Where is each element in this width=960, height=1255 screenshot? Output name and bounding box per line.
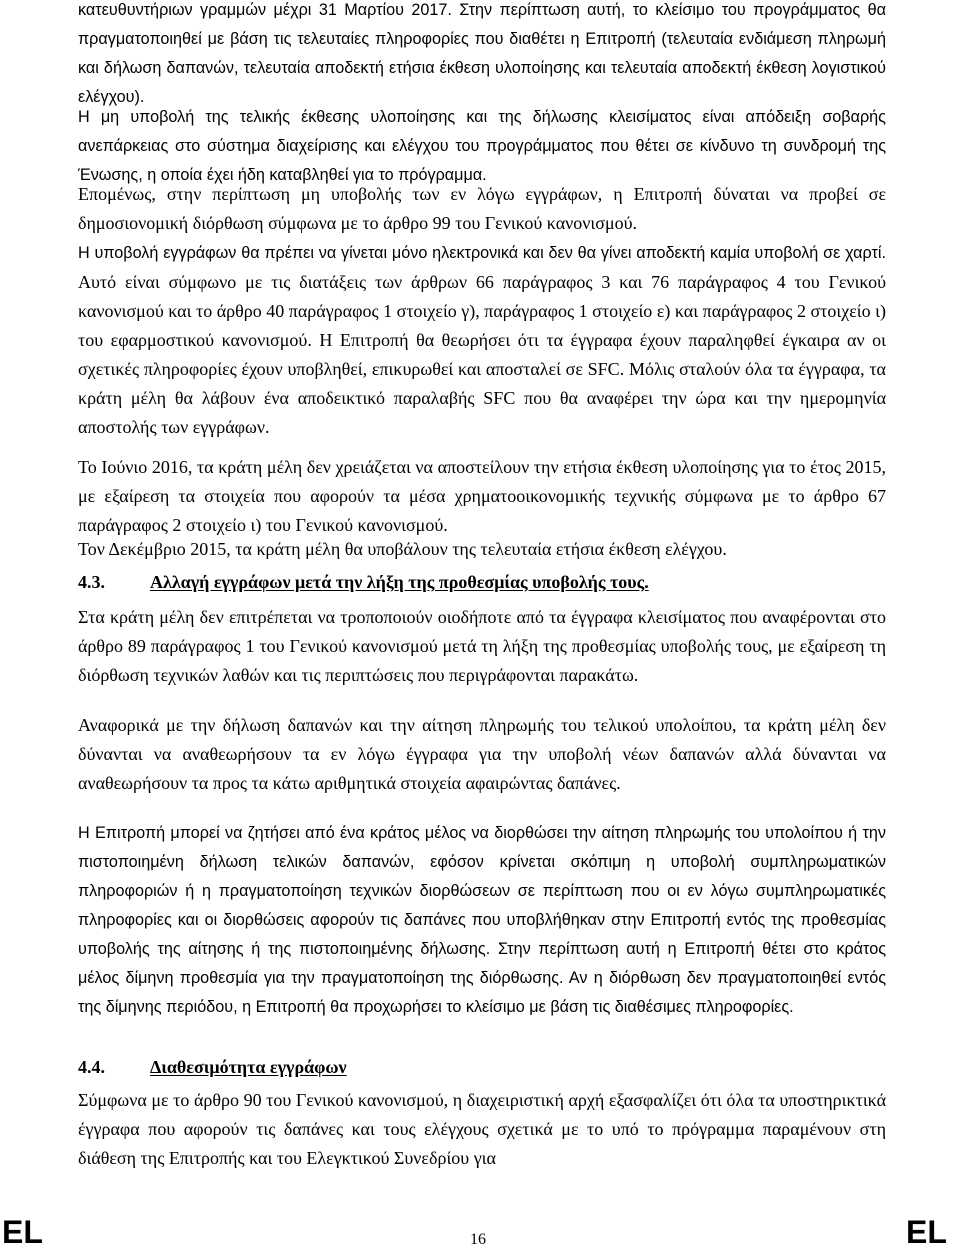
section-number: 4.3. (78, 572, 105, 592)
page-number: 16 (470, 1231, 486, 1248)
paragraph-document-availability: Σύμφωνα με το άρθρο 90 του Γενικού κανονισμού, η διαχειριστική αρχή εξασφαλίζει ότι όλα τα υποστηρικτικά έγγραφα που αφορούν τις δαπάνες και τους ελέγχους σχετικά με το υπό το πρόγραμμα παραμένουν στη διάθεση της Επιτροπής και του Ελεγκτικού Συνεδρίου για (78, 1090, 886, 1168)
paragraph-closure-deadline-part1: κατευθυντήριων γραμμών μέχρι 31 Μαρτίου 2017. Στην περίπτωση αυτή, το κλείσιμο του προγράμματος θα πραγματοποιηθεί με βάση τις τελευταίες πληροφορίες που διαθέτει η Επιτροπή (τελευταία ενδιάμεση πληρωμή και δήλωση δαπανών, τελευταία αποδεκτή ετήσια έκθεση υλοποίησης και τελευταία αποδεκτή έκθεση λογιστικού ελέγχου). (78, 1, 886, 106)
paragraph-electronic-submission (78, 238, 886, 442)
section-heading-4-4 (78, 1053, 886, 1082)
paragraph-expenditure-declaration: Αναφορικά με την δήλωση δαπανών και την αίτηση πληρωμής του τελικού υπολοίπου, τα κράτη μέλη δεν δύνανται να αναθεωρήσουν τα εν λόγω έγγραφα για την υποβολή νέων δαπανών αλλά δύνανται να αναθεωρήσουν τα προς τα κάτω αριθμητικά στοιχεία αφαιρώντας δαπάνες. (78, 715, 886, 793)
commission-request-sentence: Η Επιτροπή μπορεί να ζητήσει από ένα κράτος μέλος να διορθώσει την αίτηση πληρωμής του υπολοίπου ή την πιστοποιημένη δήλωση τελικών δαπανών, εφόσον κρίνεται σκόπιμη η υποβολή συμπληρωματικών πληροφοριών ή η πραγματοποίηση τεχνικών διορθώσεων σε περίπτωση που οι εν λόγω συμπληρωματικές πληροφορίες και οι διορθώσεις αφορούν τις δαπάνες που υποβλήθηκαν στην Επιτροπή εντός της προθεσμίας υποβολής της αίτησης ή της πιστοποιημένης δήλωσης. (78, 824, 886, 958)
footer-language-code-left: EL (2, 1214, 43, 1250)
two-month-deadline-sentences: Στην περίπτωση αυτή η Επιτροπή θέτει στο κράτος μέλος δίμηνη προθεσμία για την πραγματοποίηση της διόρθωσης. Αν η διόρθωση δεν πραγματοποιηθεί εντός της δίμηνης περιόδου, η Επιτροπή θα προχωρήσει το κλείσιμο με βάση τις διαθέσιμες πληροφορίες. (78, 940, 886, 1016)
paragraph-no-modification: Στα κράτη μέλη δεν επιτρέπεται να τροποποιούν οιοδήποτε από τα έγγραφα κλεισίματος που αναφέρονται στο άρθρο 89 παράγραφος 1 του Γενικού κανονισμού μετά τη λήξη της προθεσμίας υποβολής τους, με εξαίρεση τη διόρθωση τεχνικών λαθών και τις περιπτώσεις που περιγράφονται παρακάτω. (78, 607, 886, 685)
section-title: Αλλαγή εγγράφων μετά την λήξη της προθεσμίας υποβολής τους. (150, 572, 649, 592)
paragraph-december-2015: Τον Δεκέμβριο 2015, τα κράτη μέλη θα υποβάλουν της τελευταία ετήσια έκθεση ελέγχου. (78, 539, 727, 559)
section-title: Διαθεσιμότητα εγγράφων (150, 1057, 347, 1077)
paragraph-june-2016: Το Ιούνιο 2016, τα κράτη μέλη δεν χρειάζεται να αποστείλουν την ετήσια έκθεση υλοποίησης για το έτος 2015, με εξαίρεση τα στοιχεία που αφορούν τα μέσα χρηματοοικονομικής τεχνικής σύμφωνα με το άρθρο 67 παράγραφος 2 στοιχείο ι) του Γενικού κανονισμού. (78, 457, 886, 535)
section-heading-4-3 (78, 568, 886, 597)
paragraph-non-submission: Η μη υποβολή της τελικής έκθεσης υλοποίησης και της δήλωσης κλεισίματος είναι απόδειξη σοβαρής ανεπάρκειας στο σύστημα διαχείρισης και ελέγχου του προγράμματος που θέτει σε κίνδυνο τη συνδρομή της Ένωσης, η οποία έχει ήδη καταβληθεί για το πρόγραμμα. (78, 108, 886, 184)
paragraph-commission-request (78, 819, 886, 1022)
footer-language-code-right: EL (906, 1214, 947, 1250)
legal-basis-sentences: Αυτό είναι σύμφωνο με τις διατάξεις των άρθρων 66 παράγραφος 3 και 76 παράγραφος 4 του Γενικού κανονισμού και το άρθρο 40 παράγραφος 1 στοιχείο γ), παράγραφος 1 στοιχείο ε) και παράγραφος 2 στοιχείο ι) του εφαρμοστικού κανονισμού. Η Επιτροπή θα θεωρήσει ότι τα έγγραφα έχουν παραληφθεί έγκαιρα αν οι σχετικές πληροφορίες έχουν υποβληθεί, επικυρωθεί και αποσταλεί σε SFC. Μόλις σταλούν όλα τα έγγραφα, τα κράτη μέλη θα λάβουν ένα αποδεικτικό παραλαβής SFC που θα αναφέρει την ώρα και την ημερομηνία αποστολής των εγγράφων. (78, 272, 886, 437)
paragraph-financial-correction: Επομένως, στην περίπτωση μη υποβολής των εν λόγω εγγράφων, η Επιτροπή δύναται να προβεί σε δημοσιονομική διόρθωση σύμφωνα με το άρθρο 99 του Γενικού κανονισμού. (78, 184, 886, 233)
section-number: 4.4. (78, 1057, 105, 1077)
electronic-submission-sentence: Η υποβολή εγγράφων θα πρέπει να γίνεται μόνο ηλεκτρονικά και δεν θα γίνει αποδεκτή καμία υποβολή σε χαρτί. (78, 244, 886, 262)
